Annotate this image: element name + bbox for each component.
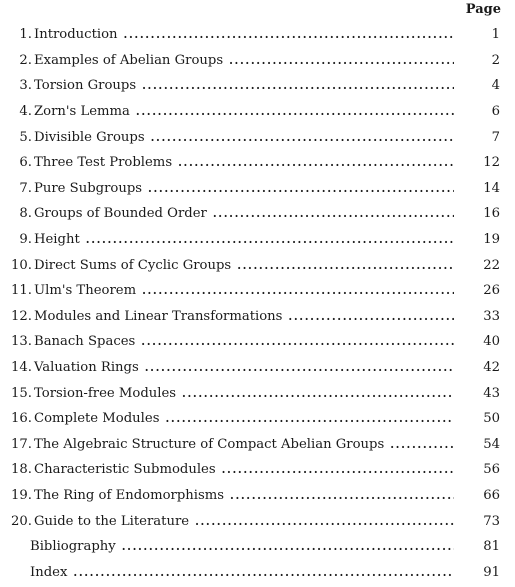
chapter-number: 3. [19,78,32,94]
chapter-number: 8. [19,206,32,222]
toc-entry [0,406,515,432]
toc-entry [0,355,515,381]
dot-leader [142,79,454,92]
chapter-title: The Algebraic Structure of Compact Abelian Groups [34,436,385,452]
dot-leader [141,335,454,348]
chapter-number: 15. [11,385,32,401]
chapter-title: Height [34,232,80,248]
toc-entry [0,22,515,48]
chapter-title: Examples of Abelian Groups [34,52,224,68]
dot-leader [182,387,454,400]
chapter-title: Complete Modules [34,411,160,427]
toc-entry [0,508,515,534]
page-number: 26 [483,283,500,299]
dot-leader [229,54,454,67]
chapter-title: Guide to the Literature [34,513,190,529]
toc-entry [0,252,515,278]
chapter-title: Modules and Linear Transformations [34,308,283,324]
dot-leader [136,105,454,118]
page-number: 7 [491,129,500,145]
dot-leader [122,540,454,553]
page-number: 81 [483,539,500,555]
chapter-number: 10. [11,257,32,273]
toc-entry [0,201,515,227]
dot-leader [124,28,454,41]
toc-entry [0,176,515,202]
chapter-title: Introduction [34,27,118,43]
toc-entry [0,329,515,355]
page-number: 1 [491,27,500,43]
chapter-number: 6. [19,155,32,171]
chapter-number: 12. [11,308,32,324]
dot-leader [148,182,454,195]
toc-entry [0,227,515,253]
dot-leader [237,259,454,272]
page-number: 50 [483,411,500,427]
chapter-title: Characteristic Submodules [34,462,216,478]
chapter-title: Torsion-free Modules [34,385,177,401]
dot-leader [142,284,454,297]
chapter-title: Groups of Bounded Order [34,206,207,222]
dot-leader [230,489,454,502]
chapter-title: Valuation Rings [34,360,139,376]
page-number: 42 [483,360,500,376]
toc-entry [0,124,515,150]
chapter-number: 2. [19,52,32,68]
toc-entry [0,483,515,509]
dot-leader [195,515,454,528]
page-number: 33 [483,308,500,324]
chapter-number: 16. [11,411,32,427]
chapter-number: 14. [11,360,32,376]
table-of-contents [0,22,515,585]
dot-leader [151,131,454,144]
dot-leader [145,361,454,374]
page-number: 43 [483,385,500,401]
dot-leader [73,566,454,579]
page-number: 2 [491,52,500,68]
chapter-number: 1. [19,27,32,43]
page-number: 4 [491,78,500,94]
chapter-number: 7. [19,180,32,196]
page-column-header: Page [465,2,501,17]
page-number: 56 [483,462,500,478]
page-number: 14 [483,180,500,196]
toc-entry [0,432,515,458]
toc-entry [0,278,515,304]
chapter-number: 9. [19,232,32,248]
chapter-title: Torsion Groups [34,78,137,94]
toc-entry [0,304,515,330]
chapter-title: Direct Sums of Cyclic Groups [34,257,232,273]
toc-entry [0,457,515,483]
page-number: 6 [491,104,500,120]
page-number: 73 [483,513,500,529]
chapter-number: 5. [19,129,32,145]
page-number: 66 [483,487,500,503]
chapter-title: Zorn's Lemma [34,104,130,120]
chapter-title: The Ring of Endomorphisms [34,487,225,503]
chapter-number: 20. [11,513,32,529]
page-number: 12 [483,155,500,171]
toc-entry [0,99,515,125]
chapter-number: 19. [11,487,32,503]
dot-leader [86,233,454,246]
chapter-number: 13. [11,334,32,350]
chapter-title: Bibliography [30,539,116,555]
chapter-title: Index [30,564,68,580]
toc-entry [0,534,515,560]
chapter-title: Ulm's Theorem [34,283,137,299]
dot-leader [165,412,454,425]
chapter-title: Banach Spaces [34,334,136,350]
page-number: 91 [483,564,500,580]
chapter-number: 4. [19,104,32,120]
toc-entry [0,48,515,74]
dot-leader [390,438,454,451]
toc-entry [0,73,515,99]
dot-leader [178,156,454,169]
toc-entry [0,380,515,406]
dot-leader [288,310,454,323]
page-number: 40 [483,334,500,350]
toc-entry [0,150,515,176]
page-number: 54 [483,436,500,452]
chapter-number: 11. [11,283,32,299]
dot-leader [222,463,454,476]
page-number: 19 [483,232,500,248]
chapter-title: Three Test Problems [34,155,173,171]
toc-entry [0,559,515,585]
chapter-number: 17. [11,436,32,452]
chapter-number: 18. [11,462,32,478]
dot-leader [213,207,454,220]
chapter-title: Divisible Groups [34,129,145,145]
chapter-title: Pure Subgroups [34,180,143,196]
page-number: 16 [483,206,500,222]
page-number: 22 [483,257,500,273]
